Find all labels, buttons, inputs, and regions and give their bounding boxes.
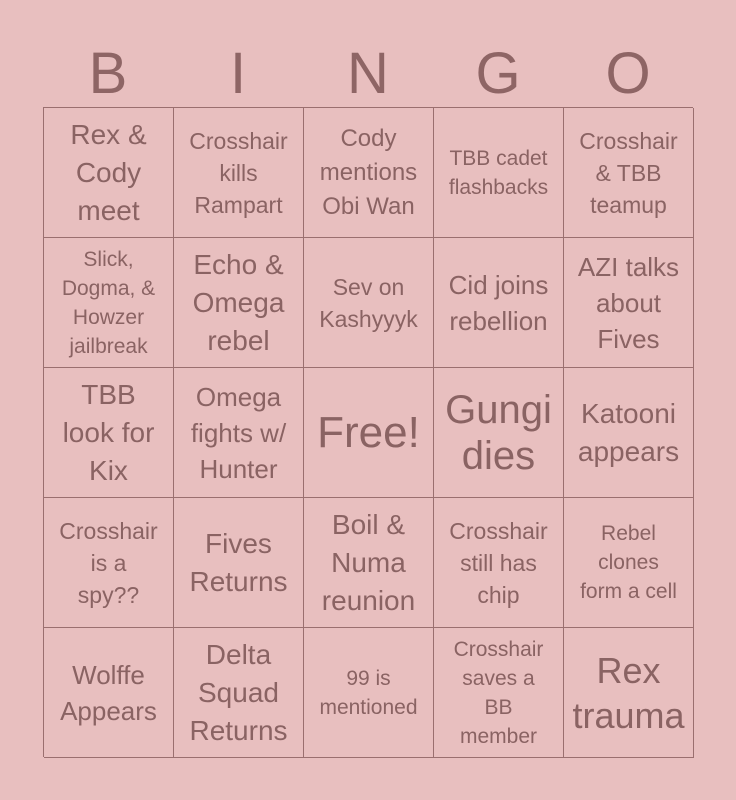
bingo-cell[interactable] (434, 108, 564, 238)
bingo-cell[interactable] (564, 368, 694, 498)
bingo-cell[interactable] (44, 368, 174, 498)
bingo-cell[interactable] (304, 238, 434, 368)
cell-text: Katooni appears (577, 397, 680, 467)
cell-text: Crosshair still has chip (449, 517, 548, 608)
cell-text: Rex & Cody meet (70, 118, 147, 226)
cell-text: Rebel clones form a cell (580, 522, 677, 603)
bingo-cell[interactable] (564, 498, 694, 628)
bingo-cell[interactable] (174, 498, 304, 628)
cell-text: Delta Squad Returns (189, 638, 288, 746)
bingo-cell[interactable] (174, 108, 304, 238)
cell-text: TBB look for Kix (62, 378, 155, 486)
cell-text: Crosshair & TBB teamup (579, 127, 678, 218)
cell-text: 99 is mentioned (319, 666, 418, 719)
bingo-cell[interactable] (434, 628, 564, 758)
cell-text: Sev on Kashyyyk (319, 273, 418, 332)
header-letter-b: B (88, 41, 128, 106)
bingo-cell[interactable] (564, 628, 694, 758)
bingo-cell[interactable] (174, 368, 304, 498)
cell-text: Crosshair is a spy?? (59, 517, 158, 608)
bingo-cell[interactable] (304, 108, 434, 238)
header-letter-o: O (605, 41, 651, 106)
bingo-board (43, 107, 693, 757)
bingo-cell[interactable] (434, 238, 564, 368)
cell-text: TBB cadet flashbacks (448, 146, 549, 199)
bingo-cell[interactable] (434, 498, 564, 628)
bingo-cell[interactable] (174, 238, 304, 368)
cell-text: AZI talks about Fives (577, 251, 680, 354)
bingo-header (43, 42, 693, 106)
bingo-cell[interactable] (304, 498, 434, 628)
cell-text: Cody mentions Obi Wan (319, 124, 418, 220)
cell-text: Crosshair saves a BB member (453, 637, 544, 748)
cell-text: Fives Returns (189, 527, 288, 597)
bingo-cell[interactable] (174, 628, 304, 758)
bingo-cell[interactable] (564, 238, 694, 368)
cell-text: Omega fights w/ Hunter (190, 381, 287, 484)
bingo-cell[interactable] (304, 628, 434, 758)
bingo-cell[interactable] (564, 108, 694, 238)
cell-text: Cid joins rebellion (448, 269, 549, 336)
bingo-cell[interactable] (44, 628, 174, 758)
bingo-cell[interactable] (44, 108, 174, 238)
cell-text: Rex trauma (572, 649, 685, 736)
cell-text: Echo & Omega rebel (192, 248, 285, 356)
cell-text: Gungi dies (445, 387, 552, 478)
header-letter-n: N (347, 41, 389, 106)
cell-text: Wolffe Appears (60, 659, 157, 726)
bingo-cell[interactable] (44, 498, 174, 628)
free-space-text: Free! (317, 407, 420, 457)
bingo-cell[interactable] (44, 238, 174, 368)
cell-text: Slick, Dogma, & Howzer jailbreak (61, 247, 156, 358)
header-letter-i: I (229, 41, 247, 106)
header-letter-g: G (475, 41, 521, 106)
cell-text: Boil & Numa reunion (321, 508, 416, 616)
cell-text: Crosshair kills Rampart (189, 127, 288, 218)
bingo-cell-free[interactable] (304, 368, 434, 498)
bingo-cell[interactable] (434, 368, 564, 498)
